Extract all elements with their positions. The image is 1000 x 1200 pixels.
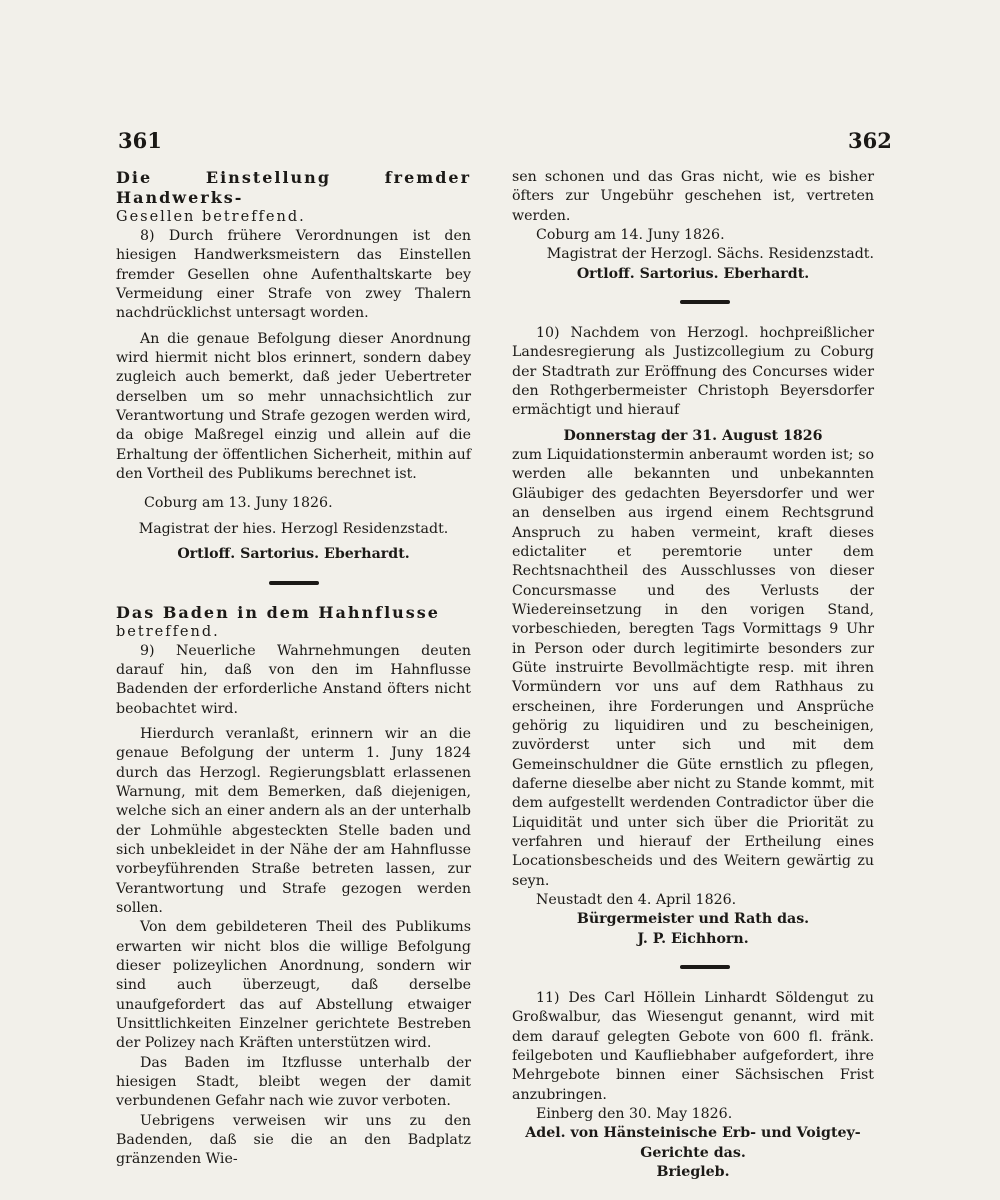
paragraph: Das Baden im Itzflusse unterhalb der hiesigen Stadt, bleibt wegen der damit verbundenen Gefahr nach wie zuvor verboten. — [116, 1054, 471, 1110]
right-column — [512, 168, 874, 1183]
paragraph: 11) Des Carl Höllein Linhardt Söldengut zu Großwalbur, das Wiesengut genannt, wird mit dem darauf gelegten Gebote von 600 fl. fränk. feilgeboten und Kaufliebhaber aufgefordert, ihre Mehrgebote binnen einer Sächsischen Frist anzubringen. — [512, 990, 874, 1103]
paragraph: sen schonen und das Gras nicht, wie es bisher öfters zur Ungebühr geschehen ist, vertreten werden. — [512, 169, 874, 224]
section-subheading: betreffend. — [116, 623, 220, 640]
authority-line: Magistrat der Herzogl. Sächs. Residenzstadt. — [546, 246, 874, 263]
paragraph: zum Liquidationstermin anberaumt worden ist; so werden alle bekannten und unbekannten Gläubiger des gedachten Beyersdorfer und wer an denselben aus irgend einem Rechtsgrund Anspruch zu haben vermeint, kraft dieses edictaliter et peremtorie unter dem Rechtsnachtheil des Ausschlusses von dieser Concursmasse und des Verlusts der Wiedereinsetzung in den vorigen Stand, vorbeschieden, beregten Tags Vormittags 9 Uhr in Person oder durch legitimirte besonders zur Güte instruirte Bevollmächtigte resp. mit ihren Vormündern vor uns auf dem Rathhaus zu erscheinen, ihre Forderungen und Ansprüche gehörig zu liquidiren und zu bescheinigen, zuvörderst unter sich und mit dem Gemeinschuldner die Güte ernstlich zu pflegen, daferne dieselbe aber nicht zu Stande kommt, mit dem aufgestellt werdenden Contradictor über die Liquidität und unter sich über die Priorität zu verfahren und hierauf der Ertheilung eines Locationsbescheids und des Weitern gewärtig zu seyn. — [512, 447, 874, 889]
date-line: Coburg am 13. Juny 1826. — [144, 495, 333, 512]
date-line: Einberg den 30. May 1826. — [536, 1106, 733, 1123]
section-divider — [680, 300, 730, 304]
authority-line: Adel. von Hänsteinische Erb- und Voigtey- — [525, 1125, 861, 1142]
section-subheading: Gesellen betreffend. — [116, 209, 306, 225]
signature-line: J. P. Eichhorn. — [637, 930, 749, 947]
paragraph: Uebrigens verweisen wir uns zu den Badenden, daß sie die an den Badplatz gränzenden Wie- — [116, 1112, 471, 1168]
page-number-left: 361 — [118, 128, 162, 153]
date-line: Coburg am 14. Juny 1826. — [536, 227, 725, 244]
section-divider — [680, 965, 730, 969]
signature-line: Ortloff. Sartorius. Eberhardt. — [576, 265, 810, 282]
paragraph: 10) Nachdem von Herzogl. hochpreißlicher Landesregierung als Justizcollegium zu Coburg der Stadtrath zur Eröffnung des Concurses wider den Rothgerbermeister Christoph Beyersdorfer ermächtigt und hierauf — [512, 325, 874, 419]
paragraph: 9) Neuerliche Wahrnehmungen deuten darauf hin, daß von den im Hahnflusse Badenden der erforderliche Anstand öfters nicht beobachtet wird. — [116, 642, 471, 717]
paragraph: An die genaue Befolgung dieser Anordnung wird hiermit nicht blos erinnert, sondern dabey zugleich auch bemerkt, daß jeder Uebertreter derselben um so mehr unnachsichtlich zur Verantwortung und Strafe gezogen werden wird, da obige Maßregel einzig und allein auf die Erhaltung der öffentlichen Sicherheit, mithin auf den Vortheil des Publikums berechnet ist. — [116, 330, 471, 483]
left-column — [116, 168, 471, 1170]
paragraph: Von dem gebildeteren Theil des Publikums erwarten wir nicht blos die willige Befolgung dieser polizeylichen Anordnung, sondern wir sind auch überzeugt, daß derselbe unaufgefordert das auf Abstellung etwaiger Unsittlichkeiten Einzelner gerichtete Bestreben der Polizey nach Kräften unterstützen wird. — [116, 919, 471, 1052]
section-divider — [269, 581, 319, 585]
section-heading: Das Baden in dem Hahnflusse — [116, 602, 440, 622]
date-line: Donnerstag der 31. August 1826 — [563, 427, 823, 444]
authority-line: Bürgermeister und Rath das. — [576, 911, 810, 928]
paragraph: Hierdurch veranlaßt, erinnern wir an die genaue Befolgung der unterm 1. Juny 1824 durch das Herzogl. Regierungsblatt erlassenen Warnung, mit dem Bemerken, daß diejenigen, welche sich an einer andern als an der unterhalb der Lohmühle abgesteckten Stelle baden und sich unbekleidet in der Nähe der am Hahnflusse vorbeyführenden Straße betreten lassen, zur Verantwortung und Strafe gezogen werden sollen. — [116, 725, 471, 916]
paragraph: 8) Durch frühere Verordnungen ist den hiesigen Handwerksmeistern das Einstellen fremder Gesellen ohne Aufenthaltskarte bey Vermeidung einer Strafe von zwey Thalern nachdrücklichst untersagt worden. — [116, 228, 471, 322]
authority-line: Gerichte das. — [640, 1144, 746, 1161]
date-line: Neustadt den 4. April 1826. — [536, 892, 737, 909]
signature-line: Briegleb. — [656, 1164, 730, 1181]
signature-line: Ortloff. Sartorius. Eberhardt. — [177, 546, 410, 563]
section-heading: Die Einstellung fremder Handwerks- — [116, 168, 471, 207]
authority-line: Magistrat der hies. Herzogl Residenzstadt. — [138, 520, 449, 537]
page-number-right: 362 — [848, 128, 892, 153]
